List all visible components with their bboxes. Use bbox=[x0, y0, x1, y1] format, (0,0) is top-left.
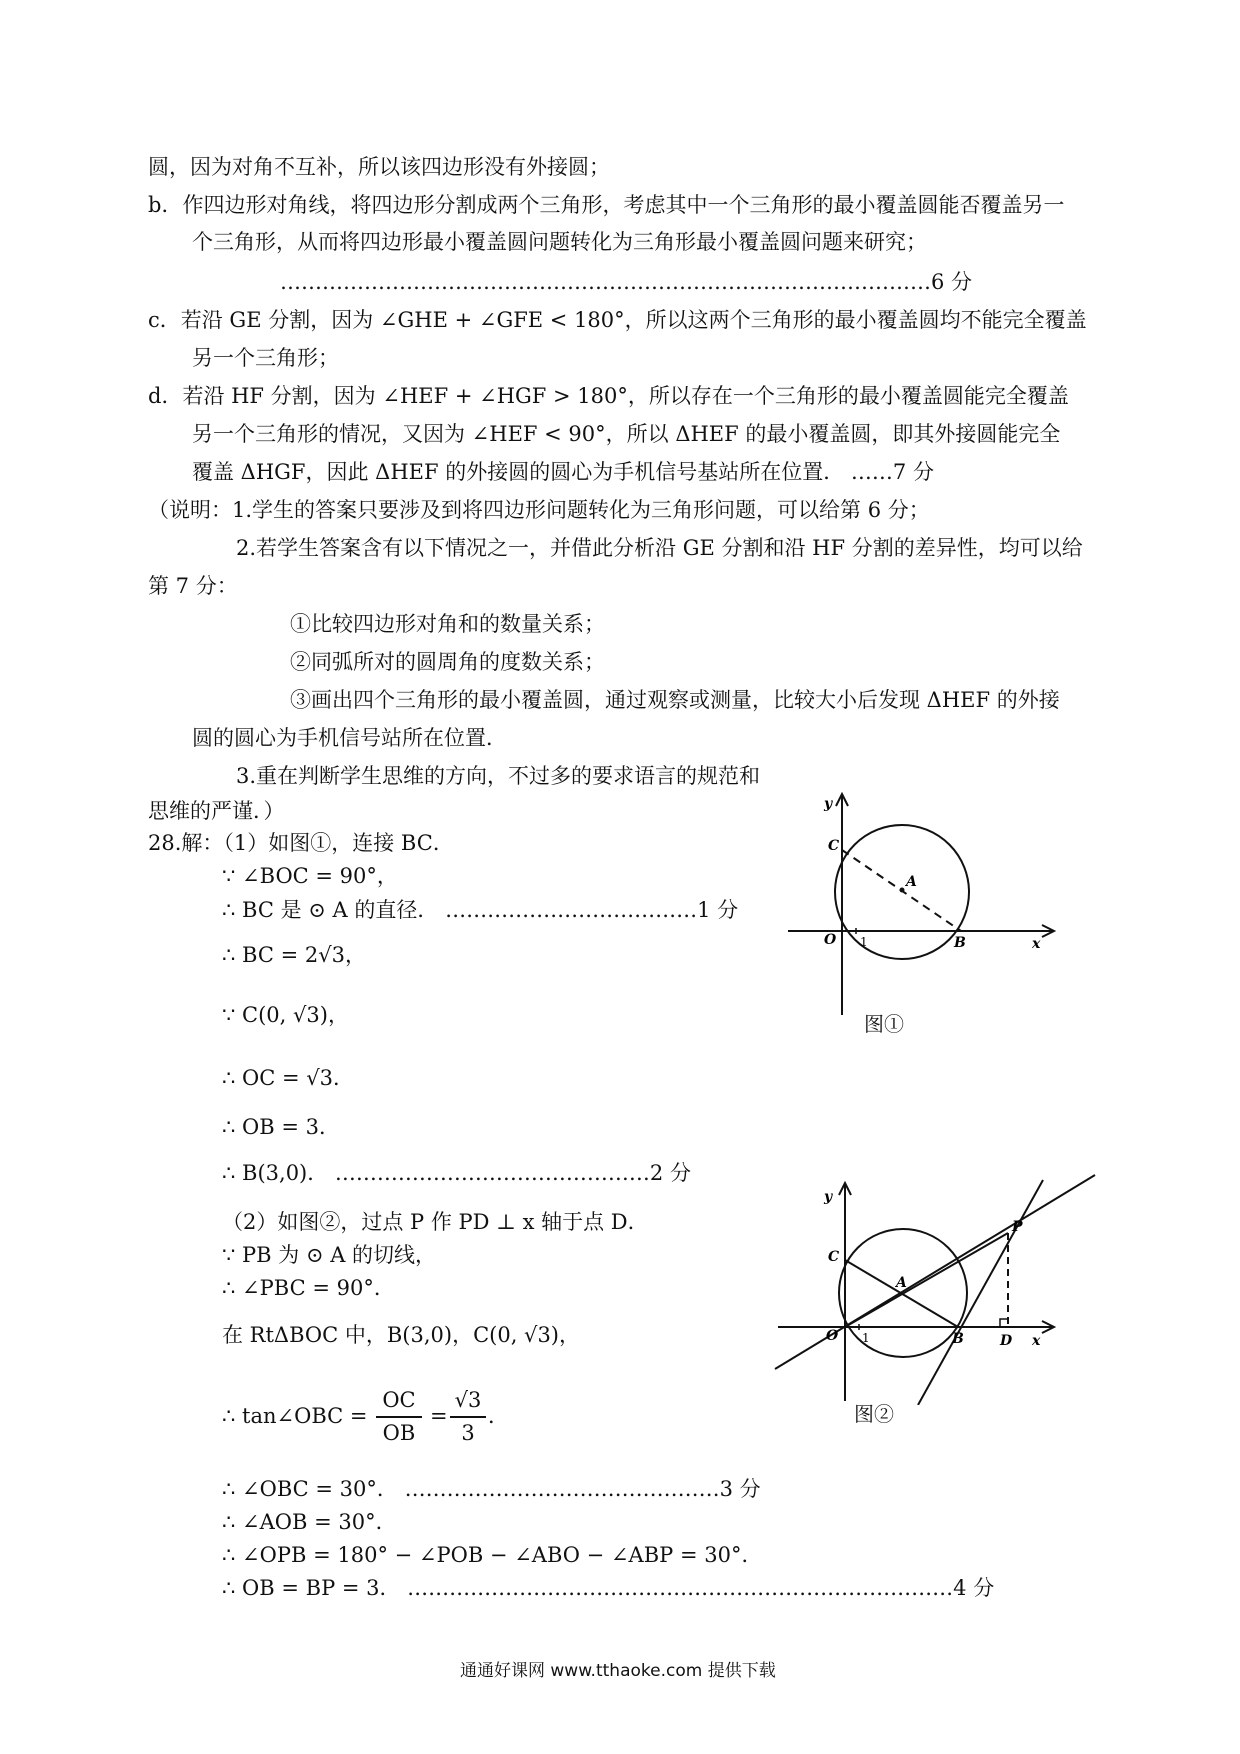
figure-2-caption: 图② bbox=[854, 1402, 894, 1426]
note-item: ①比较四边形对角和的数量关系； bbox=[290, 612, 605, 636]
text-line: 另一个三角形的情况，又因为 ∠HEF < 90°，所以 ΔHEF 的最小覆盖圆，即其外接圆能完全 bbox=[192, 422, 1061, 446]
fraction-numerator: √3 bbox=[454, 1388, 482, 1412]
solution-line: ∵ PB 为 ⊙ A 的切线， bbox=[222, 1243, 437, 1267]
text-line: 另一个三角形； bbox=[192, 346, 339, 370]
text-line: 个三角形，从而将四边形最小覆盖圆问题转化为三角形最小覆盖圆问题来研究； bbox=[192, 230, 927, 254]
solution-line: ∴ OB = BP = 3． ……………………………………………………………………4 分 bbox=[222, 1576, 995, 1600]
solution-line: ∴ BC = 2√3， bbox=[222, 943, 366, 967]
segment-op bbox=[845, 1233, 1008, 1327]
solution-line: ∴ OC = √3． bbox=[222, 1066, 355, 1090]
text-line: 覆盖 ΔHGF，因此 ΔHEF 的外接圆的圆心为手机信号基站所在位置． ……7 分 bbox=[192, 460, 934, 484]
note-line: 3.重在判断学生思维的方向，不过多的要求语言的规范和 bbox=[236, 764, 761, 788]
label-x: x bbox=[1032, 936, 1041, 952]
score-line: …………………………………………………………………………………6 分 bbox=[280, 270, 973, 294]
fraction-bar bbox=[450, 1416, 486, 1418]
label-d: D bbox=[1000, 1333, 1013, 1349]
figure-2 bbox=[770, 1165, 1100, 1405]
fraction-denominator: OB bbox=[382, 1421, 416, 1445]
line-op bbox=[775, 1175, 1095, 1369]
tan-prefix: ∴ tan∠OBC = bbox=[222, 1404, 368, 1428]
tangent-pb bbox=[918, 1180, 1043, 1405]
solution-line: ∵ C(0, √3)， bbox=[222, 1003, 349, 1027]
label-b: B bbox=[952, 1331, 964, 1347]
solution-heading: 28.解：（1）如图①，连接 BC． bbox=[148, 831, 454, 855]
note-line: 第 7 分： bbox=[148, 574, 238, 598]
text-line: d．若沿 HF 分割，因为 ∠HEF + ∠HGF > 180°，所以存在一个三角形的最小覆盖圆能完全覆盖 bbox=[148, 384, 1069, 408]
label-one: 1 bbox=[862, 1331, 870, 1345]
label-b: B bbox=[954, 935, 966, 951]
solution-line: （2）如图②，过点 P 作 PD ⊥ x 轴于点 D． bbox=[222, 1210, 649, 1234]
fraction-numerator: OC bbox=[382, 1388, 416, 1412]
fraction-bar bbox=[376, 1416, 422, 1418]
solution-line: ∴ B(3,0)． ………………………………………2 分 bbox=[222, 1161, 691, 1185]
figure-1 bbox=[780, 790, 1060, 1020]
note-line: 圆的圆心为手机信号站所在位置． bbox=[192, 726, 507, 750]
note-line: 思维的严谨．） bbox=[148, 799, 285, 823]
solution-line: ∵ ∠BOC = 90°， bbox=[222, 864, 398, 888]
label-a: A bbox=[896, 1275, 907, 1291]
solution-line: 在 RtΔBOC 中，B(3,0)，C(0, √3)， bbox=[222, 1323, 580, 1347]
period: ． bbox=[488, 1404, 509, 1428]
right-angle-mark bbox=[1000, 1319, 1008, 1327]
text-line: c．若沿 GE 分割，因为 ∠GHE + ∠GFE < 180°，所以这两个三角形的最小覆盖圆均不能完全覆盖 bbox=[148, 308, 1087, 332]
solution-line: ∴ ∠OBC = 30°． ………………………………………3 分 bbox=[222, 1477, 761, 1501]
note-item: ②同弧所对的圆周角的度数关系； bbox=[290, 650, 605, 674]
text-line: b．作四边形对角线，将四边形分割成两个三角形，考虑其中一个三角形的最小覆盖圆能否覆盖另一 bbox=[148, 193, 1065, 217]
label-p: P bbox=[1012, 1219, 1023, 1235]
label-y: y bbox=[824, 796, 833, 812]
footer-text: 通通好课网 www.tthaoke.com 提供下载 bbox=[460, 1661, 776, 1681]
label-a: A bbox=[906, 874, 917, 890]
text-line: 圆，因为对角不互补，所以该四边形没有外接圆； bbox=[148, 155, 610, 179]
label-one: 1 bbox=[860, 935, 868, 949]
solution-line: ∴ ∠AOB = 30°． bbox=[222, 1510, 397, 1534]
label-c: C bbox=[828, 1249, 840, 1265]
label-x: x bbox=[1032, 1333, 1041, 1349]
solution-line: ∴ ∠PBC = 90°． bbox=[222, 1276, 395, 1300]
solution-line: ∴ ∠OPB = 180° − ∠POB − ∠ABO − ∠ABP = 30°． bbox=[222, 1543, 763, 1567]
note-line: （说明：1.学生的答案只要涉及到将四边形问题转化为三角形问题，可以给第 6 分； bbox=[148, 498, 930, 522]
label-o: O bbox=[826, 1328, 839, 1344]
note-item: ③画出四个三角形的最小覆盖圆，通过观察或测量，比较大小后发现 ΔHEF 的外接 bbox=[290, 688, 1060, 712]
label-o: O bbox=[824, 932, 837, 948]
note-line: 2.若学生答案含有以下情况之一，并借此分析沿 GE 分割和沿 HF 分割的差异性，均可以给 bbox=[236, 536, 1083, 560]
fraction-denominator: 3 bbox=[461, 1421, 475, 1445]
equals-sign: = bbox=[430, 1404, 448, 1428]
solution-line: ∴ BC 是 ⊙ A 的直径． ………………………………1 分 bbox=[222, 898, 739, 922]
solution-line: ∴ OB = 3． bbox=[222, 1115, 340, 1139]
figure-1-caption: 图① bbox=[864, 1012, 904, 1036]
label-c: C bbox=[828, 838, 840, 854]
label-y: y bbox=[824, 1189, 833, 1205]
